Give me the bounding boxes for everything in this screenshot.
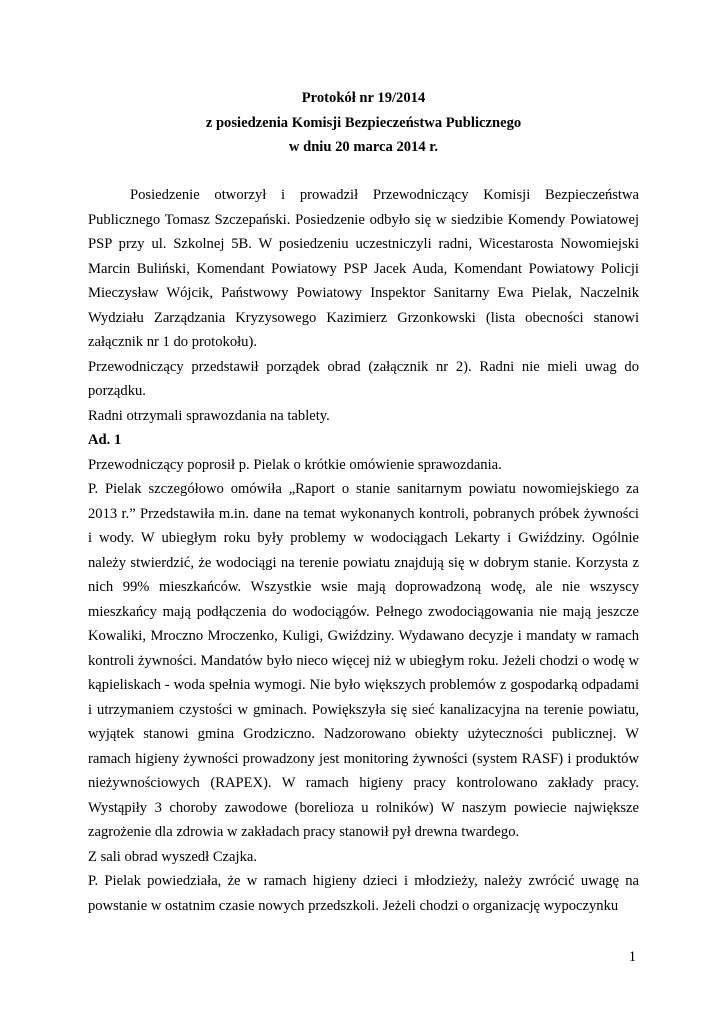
- page-number: 1: [628, 949, 636, 965]
- section-heading-ad-1: Ad. 1: [88, 432, 122, 448]
- document-body: [88, 183, 639, 918]
- document-title: [88, 86, 639, 160]
- title-line-date: w dniu 20 marca 2014 r.: [288, 139, 439, 155]
- paragraph-sanitary-report: P. Pielak szczegółowo omówiła „Raport o stanie sanitarnym powiatu nowomiejskiego za 2013 r.” Przedstawiła m.in. dane na temat wykonanych kontroli, pobranych próbek żywności i wody. W ubiegłym roku były problemy w wodociągach Lekarty i Gwiździny. Ogólnie należy stwierdzić, że wodociągi na terenie powiatu znajdują się w dobrym stanie. Korzysta z nich 99% mieszkańców. Wszystkie wsie mają doprowadzoną wodę, ale nie wszyscy mieszkańcy mają podłączenia do wodociągów. Pełnego zwodociągowania nie mają jeszcze Kowaliki, Mroczno Mroczenko, Kuligi, Gwiździny. Wydawano decyzje i mandaty w ramach kontroli żywności. Mandatów było nieco więcej niż w ubiegłym roku. Jeżeli chodzi o wodę w kąpieliskach - woda spełnia wymogi. Nie było większych problemów z gospodarką odpadami i utrzymaniem czystości w gminach. Powiększyła się sieć kanalizacyjna na terenie powiatu, wyjątek stanowi gmina Grodziczno. Nadzorowano obiekty użyteczności publicznej. W ramach higieny żywności prowadzony jest monitoring żywności (system RASF) i produktów nieżywnościowych (RAPEX). W ramach higieny pracy kontrolowano zakłady pracy. Wystąpiły 3 choroby zawodowe (borelioza u rolników) W naszym powiecie największe zagrożenie dla zdrowia w zakładach pracy stanowił pył drewna twardego.: [88, 481, 639, 840]
- title-line-protocol-number: Protokół nr 19/2014: [301, 90, 426, 106]
- paragraph-opening: Posiedzenie otworzył i prowadził Przewodniczący Komisji Bezpieczeństwa Publicznego Tomasz Szczepański. Posiedzenie odbyło się w siedzibie Komendy Powiatowej PSP przy ul. Szkolnej 5B. W posiedzeniu uczestniczyli radni, Wicestarosta Nowomiejski Marcin Buliński, Komendant Powiatowy PSP Jacek Auda, Komendant Powiatowy Policji Mieczysław Wójcik, Państwowy Powiatowy Inspektor Sanitarny Ewa Pielak, Naczelnik Wydziału Zarządzania Kryzysowego Kazimierz Grzonkowski (lista obecności stanowi załącznik nr 1 do protokołu).: [88, 187, 639, 350]
- paragraph-children-hygiene: P. Pielak powiedziała, że w ramach higieny dzieci i młodzieży, należy zwrócić uwagę na powstanie w ostatnim czasie nowych przedszkoli. Jeżeli chodzi o organizację wypoczynku: [88, 873, 639, 914]
- paragraph-left-room: Z sali obrad wyszedł Czajka.: [88, 848, 257, 865]
- title-line-committee: z posiedzenia Komisji Bezpieczeństwa Publicznego: [205, 114, 522, 131]
- paragraph-tablets: Radni otrzymali sprawozdania na tablety.: [88, 407, 330, 424]
- paragraph-request: Przewodniczący poprosił p. Pielak o krótkie omówienie sprawozdania.: [88, 456, 502, 473]
- paragraph-agenda: Przewodniczący przedstawił porządek obrad (załącznik nr 2). Radni nie mieli uwag do porządku.: [88, 358, 639, 399]
